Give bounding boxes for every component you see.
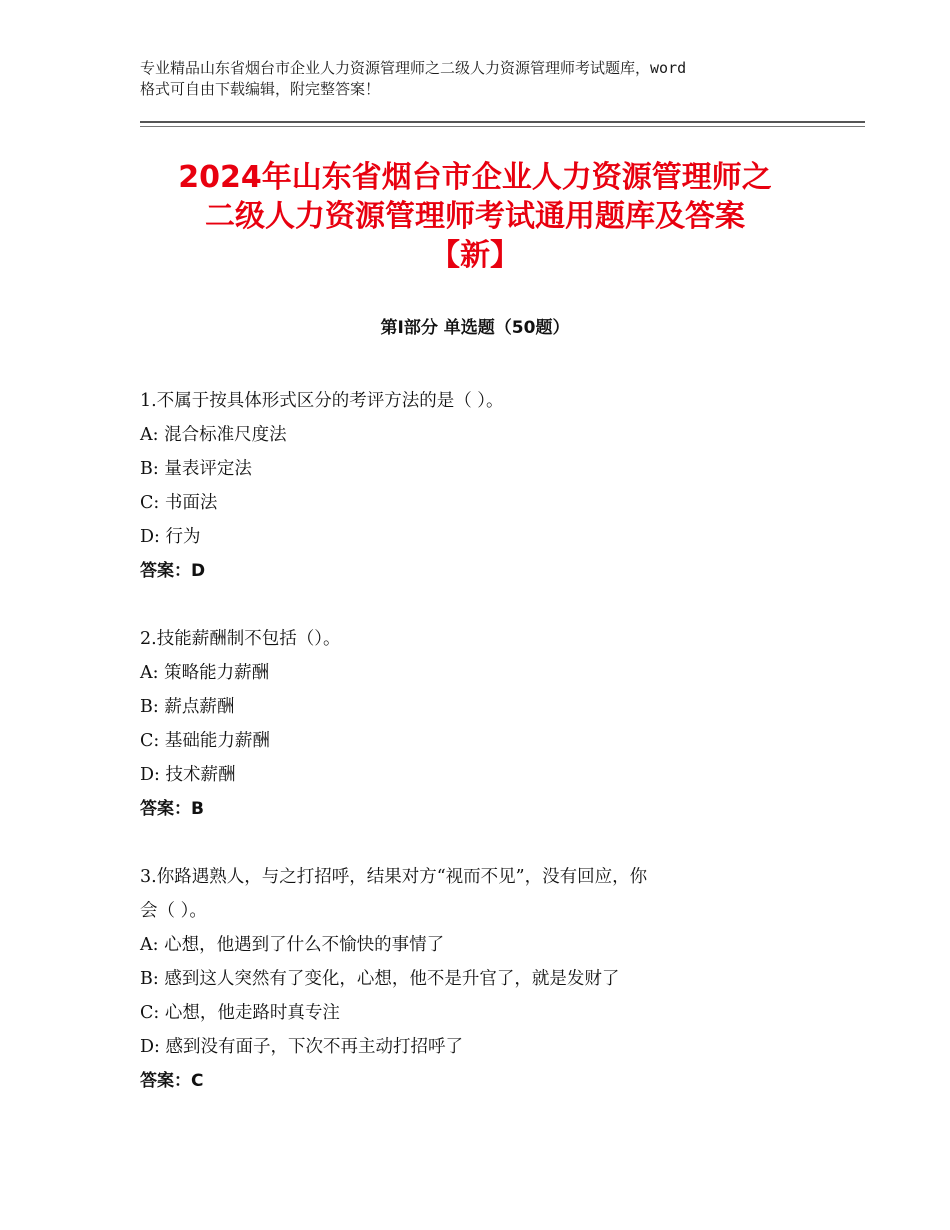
option-a: A: 混合标准尺度法 <box>140 425 287 445</box>
document-title-line-2: 二级人力资源管理师考试通用题库及答案 <box>205 199 745 234</box>
option-c: C: 书面法 <box>140 493 218 513</box>
option-b: B: 感到这人突然有了变化，心想，他不是升官了，就是发财了 <box>140 969 620 989</box>
header-note-line-1: 专业精品山东省烟台市企业人力资源管理师之二级人力资源管理师考试题库，word <box>140 59 687 77</box>
option-d: D: 行为 <box>140 527 201 547</box>
question-stem-line-2: 会（ ）。 <box>140 901 207 921</box>
header-divider-thin <box>140 126 865 127</box>
header-divider-thick <box>140 121 865 123</box>
answer-label: 答案：B <box>140 799 204 819</box>
document-title <box>100 158 850 275</box>
question-stem: 2.技能薪酬制不包括（）。 <box>140 629 341 649</box>
answer-label: 答案：D <box>140 561 206 581</box>
option-b: B: 薪点薪酬 <box>140 697 235 717</box>
question-list <box>140 384 830 1132</box>
document-title-line-1: 2024年山东省烟台市企业人力资源管理师之 <box>178 160 772 195</box>
header-note <box>140 58 830 100</box>
header-note-line-2: 格式可自由下载编辑，附完整答案！ <box>140 80 381 98</box>
question-3 <box>140 860 830 1098</box>
question-1 <box>140 384 830 588</box>
question-2 <box>140 622 830 826</box>
option-a: A: 策略能力薪酬 <box>140 663 270 683</box>
option-c: C: 心想，他走路时真专注 <box>140 1003 340 1023</box>
section-title: 第Ⅰ部分 单选题（50题） <box>380 318 570 338</box>
question-stem: 1.不属于按具体形式区分的考评方法的是（ ）。 <box>140 391 504 411</box>
answer-label: 答案：C <box>140 1071 204 1091</box>
option-c: C: 基础能力薪酬 <box>140 731 270 751</box>
option-b: B: 量表评定法 <box>140 459 252 479</box>
option-d: D: 感到没有面子，下次不再主动打招呼了 <box>140 1037 463 1057</box>
document-title-line-3: 【新】 <box>430 238 520 273</box>
option-a: A: 心想，他遇到了什么不愉快的事情了 <box>140 935 445 955</box>
option-d: D: 技术薪酬 <box>140 765 236 785</box>
question-stem-line-1: 3.你路遇熟人，与之打招呼，结果对方“视而不见”，没有回应，你 <box>140 867 648 887</box>
